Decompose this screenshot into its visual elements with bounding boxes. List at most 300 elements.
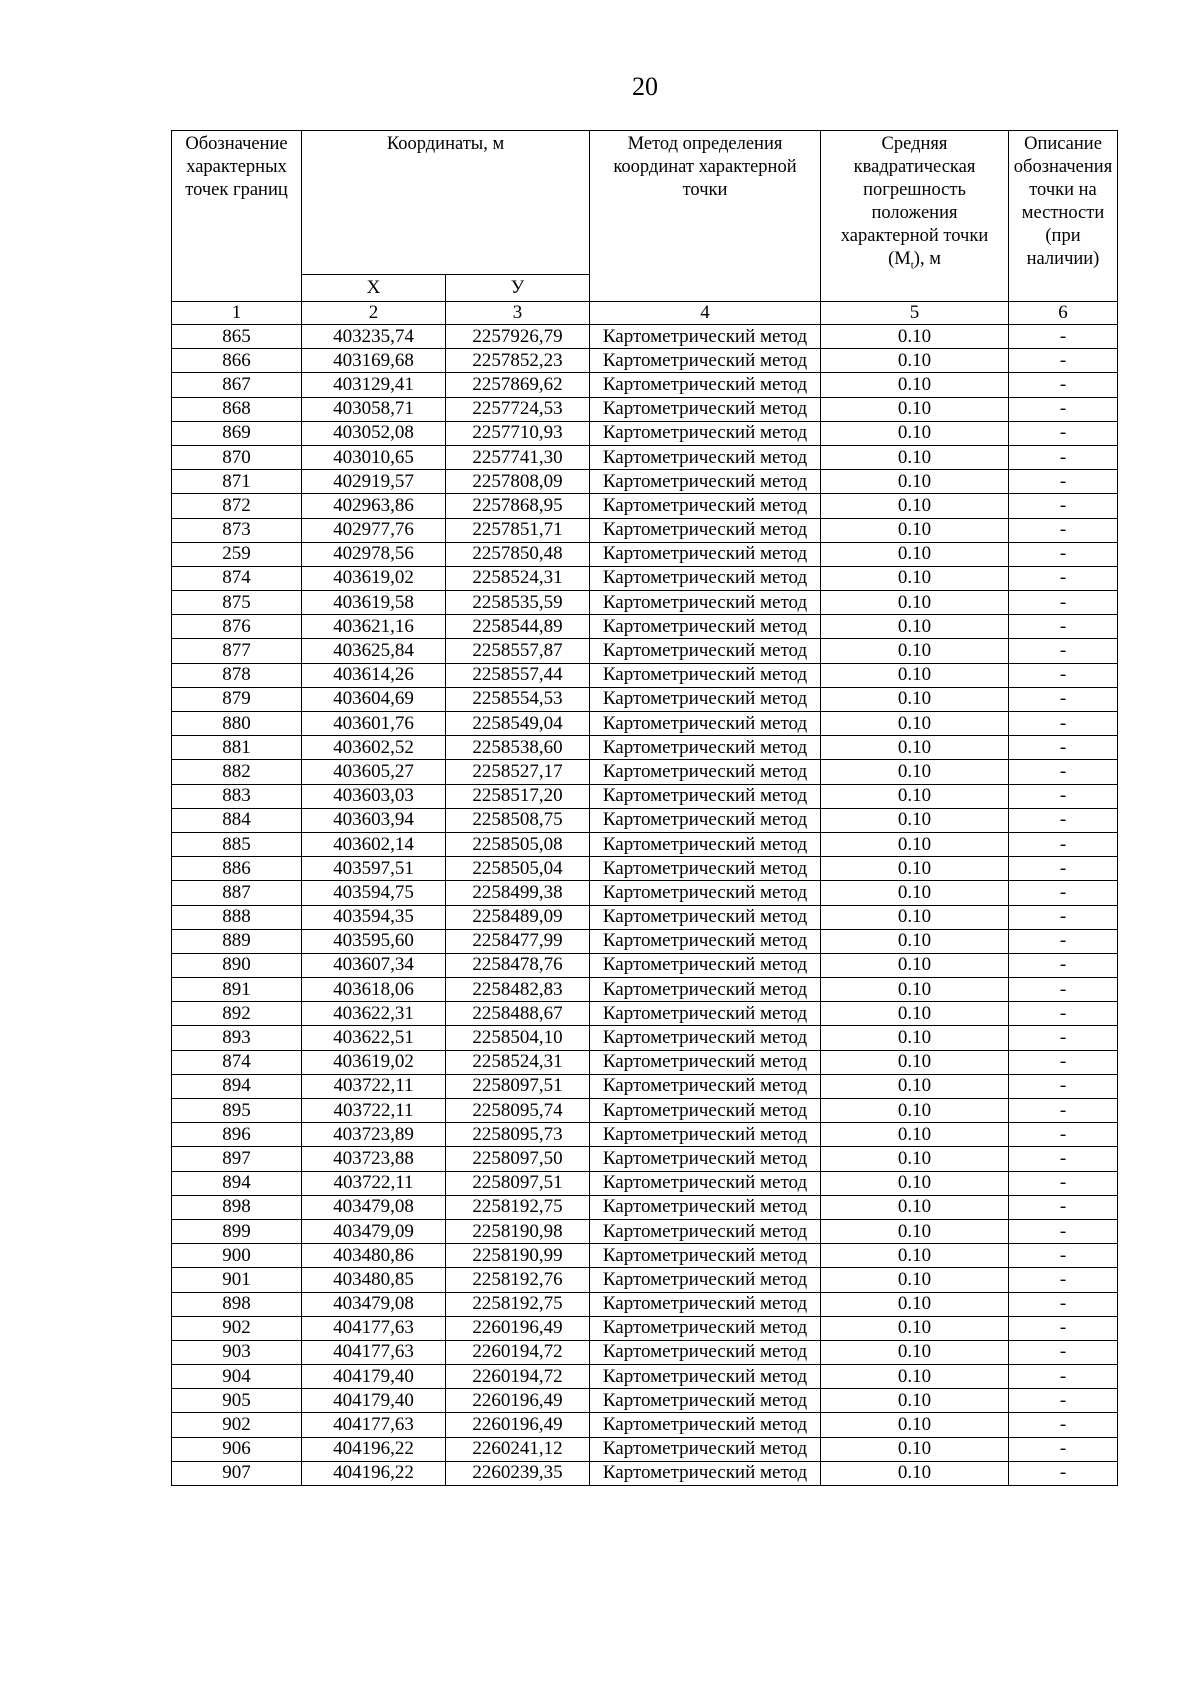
table-row xyxy=(172,397,1118,421)
method-cell: Картометрический метод xyxy=(590,325,821,349)
method-cell: Картометрический метод xyxy=(590,978,821,1002)
mean-error-cell: 0.10 xyxy=(821,1389,1009,1413)
point-id-cell: 880 xyxy=(172,712,302,736)
method-cell: Картометрический метод xyxy=(590,1461,821,1485)
method-cell: Картометрический метод xyxy=(590,397,821,421)
boundary-points-table xyxy=(171,130,1118,1486)
x-coordinate-cell: 403621,16 xyxy=(302,615,446,639)
method-cell: Картометрический метод xyxy=(590,1437,821,1461)
mean-error-cell: 0.10 xyxy=(821,687,1009,711)
y-coordinate-cell: 2258524,31 xyxy=(446,566,590,590)
point-id-cell: 875 xyxy=(172,591,302,615)
y-coordinate-cell: 2258538,60 xyxy=(446,736,590,760)
y-coordinate-cell: 2258192,75 xyxy=(446,1195,590,1219)
y-coordinate-cell: 2258097,51 xyxy=(446,1171,590,1195)
description-cell: - xyxy=(1009,591,1118,615)
y-coordinate-cell: 2258095,73 xyxy=(446,1123,590,1147)
x-coordinate-cell: 403479,08 xyxy=(302,1292,446,1316)
point-id-cell: 889 xyxy=(172,929,302,953)
description-cell: - xyxy=(1009,712,1118,736)
description-cell: - xyxy=(1009,373,1118,397)
x-coordinate-cell: 403607,34 xyxy=(302,953,446,977)
x-coordinate-cell: 403722,11 xyxy=(302,1074,446,1098)
y-coordinate-cell: 2258517,20 xyxy=(446,784,590,808)
column-number-row xyxy=(172,302,1118,325)
mean-error-cell: 0.10 xyxy=(821,1219,1009,1243)
point-id-cell: 903 xyxy=(172,1340,302,1364)
point-id-cell: 907 xyxy=(172,1461,302,1485)
x-coordinate-cell: 402978,56 xyxy=(302,542,446,566)
point-id-cell: 894 xyxy=(172,1171,302,1195)
table-row xyxy=(172,905,1118,929)
table-row xyxy=(172,712,1118,736)
x-coordinate-cell: 404177,63 xyxy=(302,1413,446,1437)
description-cell: - xyxy=(1009,445,1118,469)
point-id-cell: 877 xyxy=(172,639,302,663)
description-cell: - xyxy=(1009,1195,1118,1219)
header-coordinates: Координаты, м xyxy=(302,131,590,275)
mean-error-cell: 0.10 xyxy=(821,929,1009,953)
y-coordinate-cell: 2257852,23 xyxy=(446,349,590,373)
method-cell: Картометрический метод xyxy=(590,712,821,736)
mean-error-cell: 0.10 xyxy=(821,1437,1009,1461)
mean-error-cell: 0.10 xyxy=(821,1195,1009,1219)
x-coordinate-cell: 404196,22 xyxy=(302,1437,446,1461)
description-cell: - xyxy=(1009,1389,1118,1413)
point-id-cell: 902 xyxy=(172,1413,302,1437)
table-body xyxy=(172,302,1118,1486)
description-cell: - xyxy=(1009,1147,1118,1171)
method-cell: Картометрический метод xyxy=(590,421,821,445)
mean-error-cell: 0.10 xyxy=(821,1365,1009,1389)
point-id-cell: 896 xyxy=(172,1123,302,1147)
table-row xyxy=(172,736,1118,760)
mean-error-cell: 0.10 xyxy=(821,639,1009,663)
x-coordinate-cell: 404177,63 xyxy=(302,1340,446,1364)
x-coordinate-cell: 403723,89 xyxy=(302,1123,446,1147)
method-cell: Картометрический метод xyxy=(590,832,821,856)
x-coordinate-cell: 403602,52 xyxy=(302,736,446,760)
point-id-cell: 894 xyxy=(172,1074,302,1098)
method-cell: Картометрический метод xyxy=(590,1292,821,1316)
y-coordinate-cell: 2258544,89 xyxy=(446,615,590,639)
description-cell: - xyxy=(1009,397,1118,421)
method-cell: Картометрический метод xyxy=(590,1171,821,1195)
header-mean-error-main: Средняя квадратическая погрешность положения характерной точки (M xyxy=(840,134,989,269)
method-cell: Картометрический метод xyxy=(590,687,821,711)
table-row xyxy=(172,494,1118,518)
mean-error-cell: 0.10 xyxy=(821,1244,1009,1268)
y-coordinate-cell: 2258488,67 xyxy=(446,1002,590,1026)
mean-error-cell: 0.10 xyxy=(821,905,1009,929)
y-coordinate-cell: 2258505,08 xyxy=(446,832,590,856)
mean-error-cell: 0.10 xyxy=(821,1171,1009,1195)
y-coordinate-cell: 2260196,49 xyxy=(446,1389,590,1413)
mean-error-cell: 0.10 xyxy=(821,397,1009,421)
description-cell: - xyxy=(1009,518,1118,542)
description-cell: - xyxy=(1009,808,1118,832)
y-coordinate-cell: 2257710,93 xyxy=(446,421,590,445)
table-row xyxy=(172,639,1118,663)
method-cell: Картометрический метод xyxy=(590,470,821,494)
mean-error-cell: 0.10 xyxy=(821,591,1009,615)
mean-error-cell: 0.10 xyxy=(821,1050,1009,1074)
method-cell: Картометрический метод xyxy=(590,1099,821,1123)
description-cell: - xyxy=(1009,1171,1118,1195)
y-coordinate-cell: 2258478,76 xyxy=(446,953,590,977)
description-cell: - xyxy=(1009,1340,1118,1364)
y-coordinate-cell: 2260241,12 xyxy=(446,1437,590,1461)
method-cell: Картометрический метод xyxy=(590,1195,821,1219)
table-row xyxy=(172,566,1118,590)
point-id-cell: 874 xyxy=(172,566,302,590)
x-coordinate-cell: 403601,76 xyxy=(302,712,446,736)
column-number: 6 xyxy=(1009,302,1118,325)
header-y: У xyxy=(446,275,590,302)
table-row xyxy=(172,1268,1118,1292)
y-coordinate-cell: 2260196,49 xyxy=(446,1316,590,1340)
method-cell: Картометрический метод xyxy=(590,953,821,977)
mean-error-cell: 0.10 xyxy=(821,615,1009,639)
method-cell: Картометрический метод xyxy=(590,494,821,518)
method-cell: Картометрический метод xyxy=(590,857,821,881)
table-row xyxy=(172,1340,1118,1364)
method-cell: Картометрический метод xyxy=(590,1268,821,1292)
y-coordinate-cell: 2260196,49 xyxy=(446,1413,590,1437)
method-cell: Картометрический метод xyxy=(590,905,821,929)
table-row xyxy=(172,1219,1118,1243)
description-cell: - xyxy=(1009,857,1118,881)
y-coordinate-cell: 2258557,44 xyxy=(446,663,590,687)
point-id-cell: 890 xyxy=(172,953,302,977)
x-coordinate-cell: 403480,85 xyxy=(302,1268,446,1292)
y-coordinate-cell: 2258489,09 xyxy=(446,905,590,929)
x-coordinate-cell: 403605,27 xyxy=(302,760,446,784)
y-coordinate-cell: 2257850,48 xyxy=(446,542,590,566)
point-id-cell: 893 xyxy=(172,1026,302,1050)
x-coordinate-cell: 403619,58 xyxy=(302,591,446,615)
x-coordinate-cell: 403595,60 xyxy=(302,929,446,953)
table-row xyxy=(172,518,1118,542)
method-cell: Картометрический метод xyxy=(590,1389,821,1413)
point-id-cell: 904 xyxy=(172,1365,302,1389)
method-cell: Картометрический метод xyxy=(590,1026,821,1050)
method-cell: Картометрический метод xyxy=(590,760,821,784)
x-coordinate-cell: 402963,86 xyxy=(302,494,446,518)
description-cell: - xyxy=(1009,784,1118,808)
y-coordinate-cell: 2258524,31 xyxy=(446,1050,590,1074)
y-coordinate-cell: 2258499,38 xyxy=(446,881,590,905)
description-cell: - xyxy=(1009,1123,1118,1147)
header-description: Описание обозначения точки на местности (при наличии) xyxy=(1009,131,1118,302)
y-coordinate-cell: 2257808,09 xyxy=(446,470,590,494)
point-id-cell: 870 xyxy=(172,445,302,469)
description-cell: - xyxy=(1009,881,1118,905)
method-cell: Картометрический метод xyxy=(590,1413,821,1437)
mean-error-cell: 0.10 xyxy=(821,373,1009,397)
y-coordinate-cell: 2258535,59 xyxy=(446,591,590,615)
y-coordinate-cell: 2260239,35 xyxy=(446,1461,590,1485)
point-id-cell: 878 xyxy=(172,663,302,687)
x-coordinate-cell: 403614,26 xyxy=(302,663,446,687)
table-row xyxy=(172,1050,1118,1074)
description-cell: - xyxy=(1009,1026,1118,1050)
y-coordinate-cell: 2258554,53 xyxy=(446,687,590,711)
description-cell: - xyxy=(1009,687,1118,711)
x-coordinate-cell: 403602,14 xyxy=(302,832,446,856)
point-id-cell: 902 xyxy=(172,1316,302,1340)
point-id-cell: 881 xyxy=(172,736,302,760)
x-coordinate-cell: 403597,51 xyxy=(302,857,446,881)
point-id-cell: 259 xyxy=(172,542,302,566)
method-cell: Картометрический метод xyxy=(590,639,821,663)
x-coordinate-cell: 403169,68 xyxy=(302,349,446,373)
mean-error-cell: 0.10 xyxy=(821,421,1009,445)
method-cell: Картометрический метод xyxy=(590,1050,821,1074)
y-coordinate-cell: 2258095,74 xyxy=(446,1099,590,1123)
header-x: Х xyxy=(302,275,446,302)
table-row xyxy=(172,929,1118,953)
description-cell: - xyxy=(1009,1050,1118,1074)
description-cell: - xyxy=(1009,663,1118,687)
table-row xyxy=(172,1292,1118,1316)
table-row xyxy=(172,1437,1118,1461)
method-cell: Картометрический метод xyxy=(590,1316,821,1340)
table-row xyxy=(172,421,1118,445)
y-coordinate-cell: 2258557,87 xyxy=(446,639,590,663)
x-coordinate-cell: 402919,57 xyxy=(302,470,446,494)
table-row xyxy=(172,615,1118,639)
header-point-designation: Обозначение характерных точек границ xyxy=(172,131,302,302)
point-id-cell: 887 xyxy=(172,881,302,905)
mean-error-cell: 0.10 xyxy=(821,1461,1009,1485)
table-row xyxy=(172,591,1118,615)
table-row xyxy=(172,1413,1118,1437)
point-id-cell: 884 xyxy=(172,808,302,832)
x-coordinate-cell: 403479,09 xyxy=(302,1219,446,1243)
table-row xyxy=(172,808,1118,832)
header-method: Метод определения координат характерной точки xyxy=(590,131,821,302)
point-id-cell: 866 xyxy=(172,349,302,373)
x-coordinate-cell: 403618,06 xyxy=(302,978,446,1002)
mean-error-cell: 0.10 xyxy=(821,542,1009,566)
x-coordinate-cell: 403603,94 xyxy=(302,808,446,832)
description-cell: - xyxy=(1009,1244,1118,1268)
point-id-cell: 898 xyxy=(172,1195,302,1219)
description-cell: - xyxy=(1009,566,1118,590)
table-row xyxy=(172,1002,1118,1026)
mean-error-cell: 0.10 xyxy=(821,832,1009,856)
table-row xyxy=(172,1244,1118,1268)
description-cell: - xyxy=(1009,1074,1118,1098)
point-id-cell: 885 xyxy=(172,832,302,856)
point-id-cell: 899 xyxy=(172,1219,302,1243)
method-cell: Картометрический метод xyxy=(590,615,821,639)
mean-error-cell: 0.10 xyxy=(821,1099,1009,1123)
point-id-cell: 882 xyxy=(172,760,302,784)
point-id-cell: 874 xyxy=(172,1050,302,1074)
method-cell: Картометрический метод xyxy=(590,736,821,760)
method-cell: Картометрический метод xyxy=(590,518,821,542)
y-coordinate-cell: 2260194,72 xyxy=(446,1340,590,1364)
mean-error-cell: 0.10 xyxy=(821,566,1009,590)
description-cell: - xyxy=(1009,325,1118,349)
description-cell: - xyxy=(1009,639,1118,663)
description-cell: - xyxy=(1009,760,1118,784)
table-row xyxy=(172,663,1118,687)
mean-error-cell: 0.10 xyxy=(821,760,1009,784)
method-cell: Картометрический метод xyxy=(590,591,821,615)
method-cell: Картометрический метод xyxy=(590,663,821,687)
table-row xyxy=(172,470,1118,494)
y-coordinate-cell: 2257724,53 xyxy=(446,397,590,421)
point-id-cell: 900 xyxy=(172,1244,302,1268)
x-coordinate-cell: 404179,40 xyxy=(302,1365,446,1389)
table-row xyxy=(172,832,1118,856)
description-cell: - xyxy=(1009,832,1118,856)
x-coordinate-cell: 403622,31 xyxy=(302,1002,446,1026)
point-id-cell: 886 xyxy=(172,857,302,881)
mean-error-cell: 0.10 xyxy=(821,857,1009,881)
x-coordinate-cell: 402977,76 xyxy=(302,518,446,542)
description-cell: - xyxy=(1009,470,1118,494)
description-cell: - xyxy=(1009,1413,1118,1437)
point-id-cell: 906 xyxy=(172,1437,302,1461)
mean-error-cell: 0.10 xyxy=(821,1413,1009,1437)
mean-error-cell: 0.10 xyxy=(821,1147,1009,1171)
y-coordinate-cell: 2258192,75 xyxy=(446,1292,590,1316)
table-row xyxy=(172,881,1118,905)
mean-error-cell: 0.10 xyxy=(821,470,1009,494)
point-id-cell: 895 xyxy=(172,1099,302,1123)
y-coordinate-cell: 2258527,17 xyxy=(446,760,590,784)
point-id-cell: 883 xyxy=(172,784,302,808)
method-cell: Картометрический метод xyxy=(590,1365,821,1389)
mean-error-cell: 0.10 xyxy=(821,1292,1009,1316)
mean-error-cell: 0.10 xyxy=(821,1268,1009,1292)
description-cell: - xyxy=(1009,905,1118,929)
description-cell: - xyxy=(1009,421,1118,445)
x-coordinate-cell: 403722,11 xyxy=(302,1099,446,1123)
point-id-cell: 871 xyxy=(172,470,302,494)
table-row xyxy=(172,373,1118,397)
method-cell: Картометрический метод xyxy=(590,373,821,397)
x-coordinate-cell: 403594,35 xyxy=(302,905,446,929)
point-id-cell: 901 xyxy=(172,1268,302,1292)
table-row xyxy=(172,1316,1118,1340)
x-coordinate-cell: 404177,63 xyxy=(302,1316,446,1340)
method-cell: Картометрический метод xyxy=(590,808,821,832)
description-cell: - xyxy=(1009,1461,1118,1485)
table-row xyxy=(172,542,1118,566)
description-cell: - xyxy=(1009,1002,1118,1026)
x-coordinate-cell: 404196,22 xyxy=(302,1461,446,1485)
mean-error-cell: 0.10 xyxy=(821,953,1009,977)
header-mean-error-tail: ), м xyxy=(913,249,941,269)
mean-error-cell: 0.10 xyxy=(821,349,1009,373)
x-coordinate-cell: 403603,03 xyxy=(302,784,446,808)
table-row xyxy=(172,1365,1118,1389)
y-coordinate-cell: 2258508,75 xyxy=(446,808,590,832)
point-id-cell: 865 xyxy=(172,325,302,349)
table-row xyxy=(172,760,1118,784)
x-coordinate-cell: 403235,74 xyxy=(302,325,446,349)
table-row xyxy=(172,1195,1118,1219)
method-cell: Картометрический метод xyxy=(590,566,821,590)
table-row xyxy=(172,1123,1118,1147)
point-id-cell: 888 xyxy=(172,905,302,929)
y-coordinate-cell: 2258477,99 xyxy=(446,929,590,953)
mean-error-cell: 0.10 xyxy=(821,1123,1009,1147)
y-coordinate-cell: 2260194,72 xyxy=(446,1365,590,1389)
mean-error-cell: 0.10 xyxy=(821,1074,1009,1098)
method-cell: Картометрический метод xyxy=(590,881,821,905)
x-coordinate-cell: 403622,51 xyxy=(302,1026,446,1050)
point-id-cell: 876 xyxy=(172,615,302,639)
y-coordinate-cell: 2257926,79 xyxy=(446,325,590,349)
description-cell: - xyxy=(1009,1099,1118,1123)
description-cell: - xyxy=(1009,1365,1118,1389)
y-coordinate-cell: 2258504,10 xyxy=(446,1026,590,1050)
x-coordinate-cell: 403129,41 xyxy=(302,373,446,397)
table-row xyxy=(172,978,1118,1002)
description-cell: - xyxy=(1009,1292,1118,1316)
x-coordinate-cell: 403010,65 xyxy=(302,445,446,469)
point-id-cell: 873 xyxy=(172,518,302,542)
description-cell: - xyxy=(1009,1219,1118,1243)
table-row xyxy=(172,1026,1118,1050)
table-row xyxy=(172,1099,1118,1123)
description-cell: - xyxy=(1009,494,1118,518)
table-row xyxy=(172,857,1118,881)
point-id-cell: 879 xyxy=(172,687,302,711)
y-coordinate-cell: 2258190,99 xyxy=(446,1244,590,1268)
mean-error-cell: 0.10 xyxy=(821,1340,1009,1364)
mean-error-cell: 0.10 xyxy=(821,494,1009,518)
method-cell: Картометрический метод xyxy=(590,1147,821,1171)
x-coordinate-cell: 403619,02 xyxy=(302,1050,446,1074)
method-cell: Картометрический метод xyxy=(590,1340,821,1364)
method-cell: Картометрический метод xyxy=(590,1219,821,1243)
description-cell: - xyxy=(1009,1268,1118,1292)
x-coordinate-cell: 403052,08 xyxy=(302,421,446,445)
table-row xyxy=(172,1074,1118,1098)
method-cell: Картометрический метод xyxy=(590,929,821,953)
page-number: 20 xyxy=(632,72,658,101)
x-coordinate-cell: 403479,08 xyxy=(302,1195,446,1219)
y-coordinate-cell: 2258097,51 xyxy=(446,1074,590,1098)
description-cell: - xyxy=(1009,1316,1118,1340)
column-number: 1 xyxy=(172,302,302,325)
x-coordinate-cell: 403058,71 xyxy=(302,397,446,421)
table-row xyxy=(172,953,1118,977)
description-cell: - xyxy=(1009,929,1118,953)
x-coordinate-cell: 403480,86 xyxy=(302,1244,446,1268)
point-id-cell: 905 xyxy=(172,1389,302,1413)
mean-error-cell: 0.10 xyxy=(821,663,1009,687)
point-id-cell: 869 xyxy=(172,421,302,445)
mean-error-cell: 0.10 xyxy=(821,445,1009,469)
column-number: 5 xyxy=(821,302,1009,325)
mean-error-cell: 0.10 xyxy=(821,1316,1009,1340)
table-row xyxy=(172,325,1118,349)
x-coordinate-cell: 403625,84 xyxy=(302,639,446,663)
table-row xyxy=(172,1389,1118,1413)
table-row xyxy=(172,1147,1118,1171)
table-row xyxy=(172,784,1118,808)
point-id-cell: 897 xyxy=(172,1147,302,1171)
mean-error-cell: 0.10 xyxy=(821,518,1009,542)
